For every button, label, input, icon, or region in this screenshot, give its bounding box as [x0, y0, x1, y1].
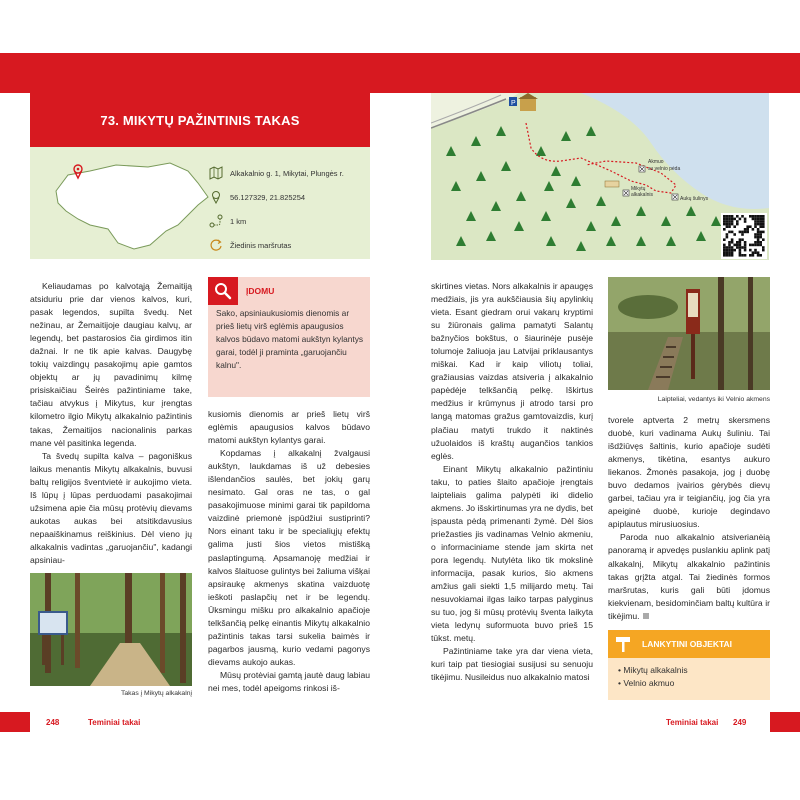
photo-trail-entrance — [30, 573, 192, 686]
footer-band-left — [0, 712, 30, 732]
svg-text:su velnio pėda: su velnio pėda — [648, 166, 681, 172]
text-column-3: skirtines vietas. Nors alkakalnis ir apaugęs medžiais, jis yra aukščiausia šių apylinkių vieta. Esant giedram orui vakarų kryptimi su žiūronais galima pamatyti Salantų bažnyčios bokštus, o šiaurinėje pusėje tolumoje žaliuoja jau Latvijai priklausantys miškai. Kad ir kaip viliotų toliai, gražiausias vaizdas atsiveria į alkakalnio papėdėje telkšančią pelkę. Iškirtus medžius ir krūmynus ji atrodo tarsi pro langą matomas gražus gamtovaizdis, kurį plačiau matyti trukdo it naktinės užuolaidos iš kraštų augančios tankios eglės. Einant Mikytų alkakalnio pažintiniu taku, to paties šlaito apačioje įrengtais laipteliais galima palypėti iki didelio akmens. Jo išskirtinumas yra ne dydis, bet įspausta pėdą primenanti žymė. Dėl šios priežasties jis vadinamas Velnio akmeniu, o informaciniame stende jam skirta net pora legendų. Nutylėta liko tik mokslinė informacija, pasak kurios, šio akmens amžius gali siekti 1,5 milijardo metų. Tai nesuvokiamai ilgas laiko tarpas palyginus su tuo, jog ši mūsų protėvių šventa laikyta vieta ledynų suformuota buvo prieš 15 tūkst. metų. Pažintiniame take yra dar viena vieta, kuri taip pat tiesiogiai susijusi su senuoju tikėjimu. Nusileidus nuo alkakalnio matosi — [431, 281, 593, 683]
caption-photo-1: Takas į Mikytų alkakalnį — [120, 690, 192, 697]
svg-text:Akmuo: Akmuo — [648, 159, 664, 165]
marker-aukusulinys — [672, 194, 678, 200]
marker-akmuo — [639, 166, 645, 172]
page-title: 73. MIKYTŲ PAŽINTINIS TAKAS — [100, 112, 300, 128]
idomu-title: ĮDOMU — [246, 286, 275, 296]
info-route-type: Žiedinis maršrutas — [208, 233, 344, 257]
list-item: • Mikytų alkakalnis — [618, 664, 770, 677]
list-item: • Velnio akmuo — [618, 677, 770, 690]
distance-icon — [208, 213, 224, 229]
text-column-2: kusiomis dienomis ar prieš lietų virš eglėmis apaugusios kalvos būdavo matomi aukštyn kylantys garai. Kopdamas į alkakalnį žvalgausi aukštyn, laukdamas iš už debesies išlendančios saulės, bet jokių garų nesimato. Gal oras ne tas, o gal pasakojimuose minimi garai tik papildoma vaizdinė priemonė įspūdžiui sustiprinti? Nors einant taku ir be specialiųjų efektų galima justi šios vietos mistišką paslaptingumą. Apsamanoję medžiai ir kalvos šlaituose gulintys bei žaliuma višķai apsiraukę akmenys skatina vaizduotę ieškoti paslapčių net ir be legendų. Ūksmingu mišku pro alkakalnio apačioje telkšančią pelkę einantis Mikytų alkakalnio pažintinis takas tarsi sukelia baimės ir pagarbos jausmą, kurio vedami pagonys dievams aukojo aukas. Mūsų protėviai gamtą jautė daug labiau nei mes, todėl apeigoms rinkosi iš- — [208, 409, 371, 693]
info-length: 1 km — [208, 209, 344, 233]
lithuania-map — [38, 153, 213, 253]
svg-text:Aukų šulinys: Aukų šulinys — [680, 196, 709, 202]
idomu-text: Sako, apsiniaukusiomis dienomis ar prieš lietų virš eglėmis apaugusios kalvos būdavo matomi aukštyn kylantys garai, todėl ji praminta „garuojančiu kalnu". — [216, 308, 364, 370]
info-box — [30, 147, 370, 259]
lankytini-box: LANKYTINI OBJEKTAI • Mikytų alkakalnis • Velnio akmuo — [608, 630, 770, 700]
marker-alkakalnis — [623, 190, 629, 196]
text-column-4: tvorele aptverta 2 metrų skersmens duobė, kuri vadinama Aukų šuliniu. Tai išdžiūvęs šaltinis, kurio apačioje sudėti akmenys, tikėtina, esantys aukuro liekanos. Žmonės pasakoja, jog į duobę buvo dedamos įvairios gėrybės dievų garbei, tačiau yra ir teigiančių, jog čia yra apeiginė duobė, kurioje degindavo apiplautus mirusiuosius. Paroda nuo alkakalnio atsiverianėią panoramą ir apvedęs puslankiu aplink patį alkakalnį, Mikytų alkakalnio pažintinis takas grįžta atgal. Tai žiedinės formos maršrutas, kuris gali būti įdomus kiekvienam, besidominčiam baltų kultūra ir tikėjimu. — [608, 415, 770, 621]
qr-code-icon — [721, 213, 767, 259]
parking-icon — [509, 97, 517, 107]
text-column-1: Keliaudamas po kalvotąją Žemaitiją atsiduriu prie dar vienos kalvos, kuri, pasak legendos, supilta švedų. Net nežinau, ar Žemaitijoje daugiau kalvų, ar legendų, bet pastarosios čia girdimos itin dažnai. Ir ne tik apie kalvas. Daugybę tokių vaizdingų pasakojimų apie gamtos objektų ar jų pavadinimų kilmę prisiskaičiau Šeirės pažintiniame take, tačiau atvykus į Mikytus, kur įrengtas kilometro ilgio Mikytų alkakalnio pažintinis takas, Žemaitijos nacionalinis parkas mane vėl pasitinka legenda. Ta švedų supilta kalva – pagoniškus laikus menantis Mikytų alkakalnis, buvusi baltų religijos šventvietė ir aukojimo vieta. Iš lūpų į lūpas perduodami pasakojimai užsimena apie čia mūsų protėvių dievams aukotas aukas bei atsitikdavusius nepaaiškinamus reiškinius. Dėl vieno jų alkakalnis vadintas „garuojančiu", kadangi apsiniau- — [30, 281, 192, 565]
photo-stairs — [608, 277, 770, 390]
gps-pin-icon — [208, 189, 224, 205]
svg-text:alkakalnis: alkakalnis — [631, 192, 653, 198]
footer-title-left: Teminiai takai — [88, 718, 141, 727]
signpost-icon — [608, 630, 638, 658]
caption-photo-2: Laipteliai, vedantys iki Velnio akmens — [657, 396, 770, 403]
info-coords: 56.127329, 21.825254 — [208, 185, 344, 209]
page-number-right: 249 — [733, 718, 747, 727]
svg-text:Mikytų: Mikytų — [631, 186, 646, 192]
magnifier-icon — [208, 277, 238, 305]
idomu-box — [208, 277, 370, 397]
info-address: Alkakalnio g. 1, Mikytai, Plungės r. — [208, 161, 344, 185]
footer-title-right: Teminiai takai — [666, 718, 719, 727]
page-number-left: 248 — [46, 718, 60, 727]
svg-text:P: P — [511, 100, 516, 107]
route-map — [431, 93, 769, 260]
map-icon — [208, 165, 224, 181]
footer-band-right — [770, 712, 800, 732]
loop-route-icon — [208, 237, 224, 253]
end-mark-icon — [643, 613, 649, 619]
header-band — [0, 53, 800, 93]
title-box — [30, 93, 370, 147]
